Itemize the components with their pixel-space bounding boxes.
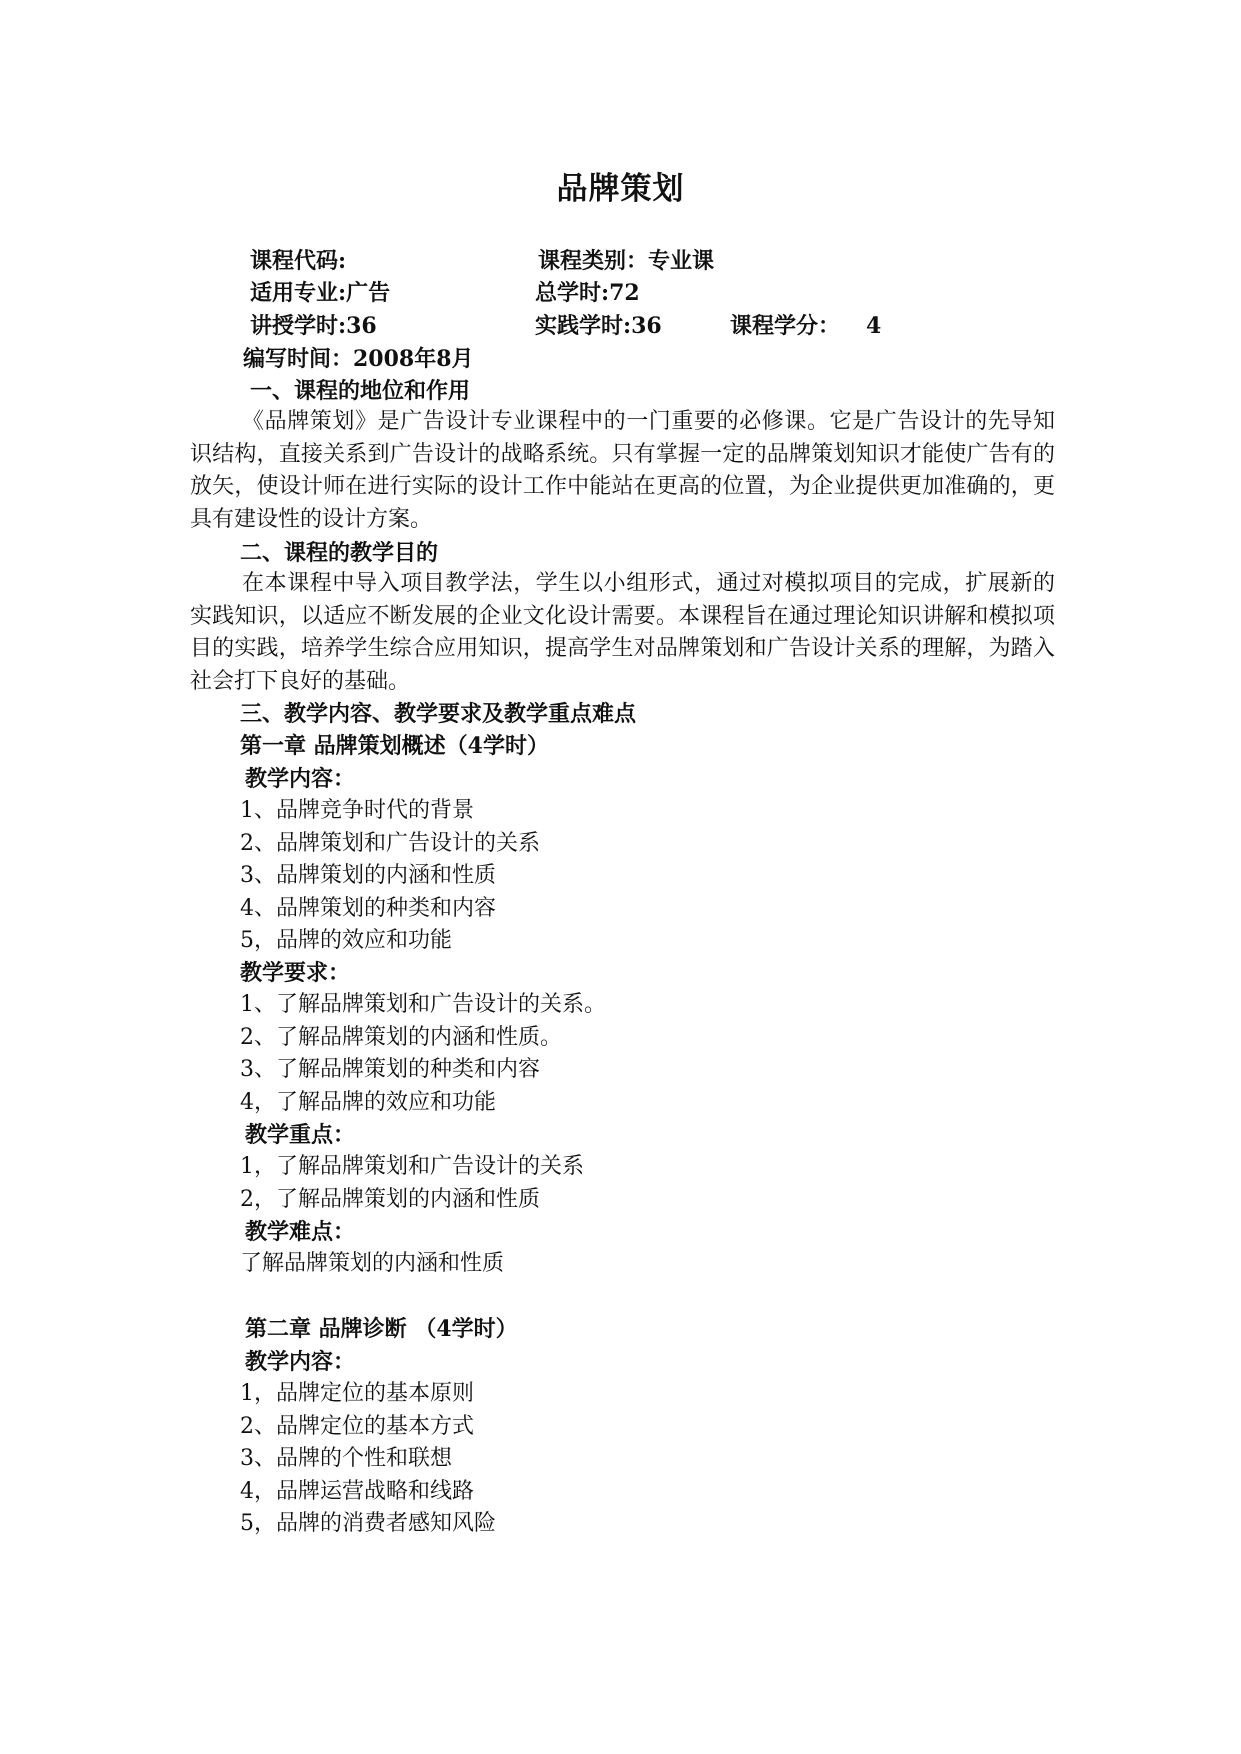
section3-heading: 三、教学内容、教学要求及教学重点难点 (240, 701, 637, 727)
list-item: 3、品牌的个性和联想 (240, 1446, 452, 1471)
chapter1-content-list (240, 795, 540, 958)
chapter1-requirements-list (240, 989, 606, 1119)
section1-heading: 一、课程的地位和作用 (250, 378, 471, 404)
list-item: 2、品牌策划和广告设计的关系 (240, 830, 540, 856)
list-item: 5，品牌的效应和功能 (240, 928, 452, 953)
credits-value: 4 (866, 313, 882, 339)
practice-hours: 实践学时:36 (535, 313, 662, 339)
section2-paragraph: 在本课程中导入项目教学法，学生以小组形式，通过对模拟项目的完成，扩展新的实践知识，以适应不断发展的企业文化设计需要。本课程旨在通过理论知识讲解和模拟项目的实践，培养学生综合应用知识，提高学生对品牌策划和广告设计关系的理解，为踏入社会打下良好的基础。 (190, 571, 1055, 694)
list-item: 1、了解品牌策划和广告设计的关系。 (240, 992, 606, 1017)
course-code: 课程代码: (250, 248, 347, 274)
chapter2-heading: 第二章 品牌诊断 （4学时） (245, 1316, 518, 1342)
total-hours: 总学时:72 (535, 280, 640, 306)
chapter2-content-list (240, 1378, 496, 1541)
document-title: 品牌策划 (556, 171, 685, 207)
list-item: 4，了解品牌的效应和功能 (240, 1089, 496, 1115)
list-item: 1，了解品牌策划和广告设计的关系 (240, 1154, 584, 1179)
applicable-major: 适用专业:广告 (250, 280, 391, 306)
section2-heading: 二、课程的教学目的 (240, 540, 439, 566)
list-item: 1、品牌竞争时代的背景 (240, 798, 474, 823)
chapter1-key-list (240, 1151, 584, 1216)
list-item: 3、品牌策划的内涵和性质 (240, 863, 496, 888)
chapter1-heading: 第一章 品牌策划概述（4学时） (240, 733, 549, 759)
lecture-hours: 讲授学时:36 (250, 313, 377, 339)
list-item: 5，品牌的消费者感知风险 (240, 1511, 496, 1536)
chapter1-requirements-label: 教学要求： (240, 960, 351, 986)
list-item: 4、品牌策划的种类和内容 (240, 895, 496, 921)
list-item: 4，品牌运营战略和线路 (240, 1478, 474, 1504)
list-item: 1，品牌定位的基本原则 (240, 1381, 474, 1406)
course-type: 课程类别：专业课 (538, 248, 715, 274)
chapter2-content-label: 教学内容： (245, 1349, 356, 1375)
chapter1-difficulty-text: 了解品牌策划的内涵和性质 (240, 1251, 505, 1276)
list-item: 2、了解品牌策划的内涵和性质。 (240, 1024, 562, 1050)
list-item: 2，了解品牌策划的内涵和性质 (240, 1186, 540, 1212)
credits-label: 课程学分： (730, 313, 841, 339)
written-time: 编写时间：2008年8月 (243, 346, 474, 372)
list-item: 2、品牌定位的基本方式 (240, 1413, 474, 1439)
list-item: 3、了解品牌策划的种类和内容 (240, 1057, 540, 1082)
chapter1-key-label: 教学重点： (245, 1122, 356, 1148)
chapter1-content-label: 教学内容： (245, 766, 356, 792)
chapter1-difficulty-label: 教学难点： (245, 1219, 356, 1245)
section1-paragraph: 《品牌策划》是广告设计专业课程中的一门重要的必修课。它是广告设计的先导知识结构，直接关系到广告设计的战略系统。只有掌握一定的品牌策划知识才能使广告有的放矢，使设计师在进行实际的设计工作中能站在更高的位置，为企业提供更加准确的，更具有建设性的设计方案。 (190, 409, 1055, 532)
